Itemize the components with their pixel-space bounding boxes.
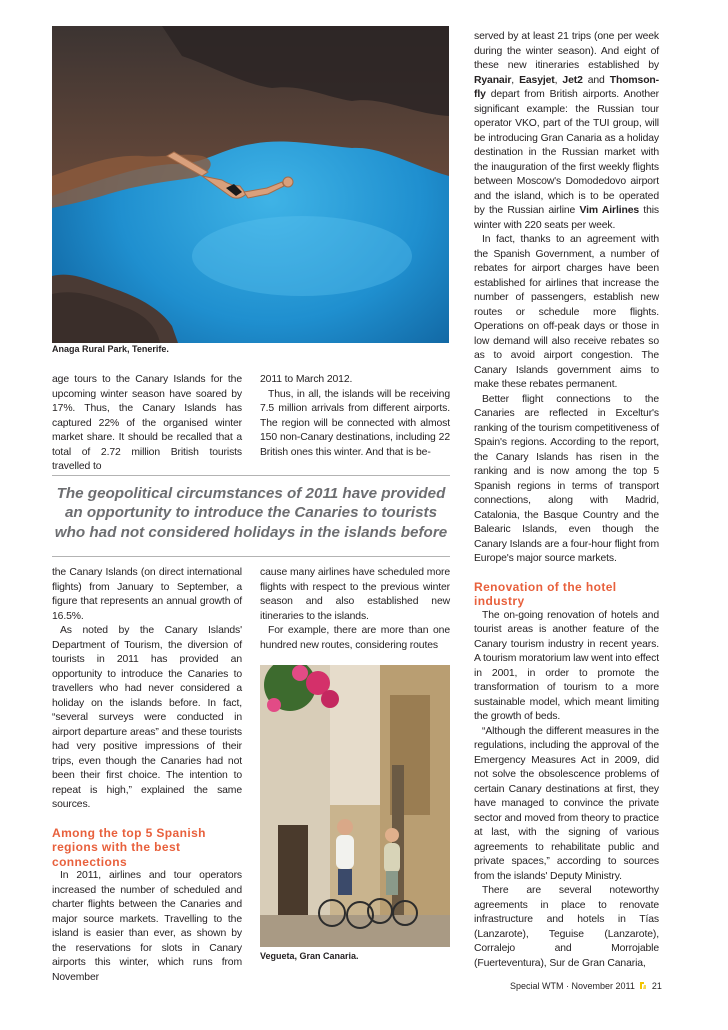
body-paragraph: For example, there are more than one hundred new routes, considering routes: [260, 625, 450, 651]
body-paragraph: “Although the different measures in the regulations, including the approval of the Emergency Measures Act in 2009, did not solve the obsolescence problems of certain Canary destinations at first, they have managed to convince the private sector and moved from theory to practice at last, with the signing of various agreements to rehabilitate public and private spaces,” according to sources from the islands' Deputy Ministry.: [474, 725, 659, 882]
pullquote-line: The geopolitical circumstances of 2011 have provided: [56, 485, 446, 502]
column-b-top: [260, 373, 450, 460]
diver-photo: [52, 26, 449, 343]
pullquote: [52, 484, 450, 542]
airline-name: Vim Airlines: [579, 205, 640, 216]
airline-name: Thomson-fly: [474, 74, 659, 100]
airline-name: Easyjet: [519, 74, 555, 86]
vegueta-photo-illustration: [260, 665, 450, 947]
body-paragraph: Thus, in all, the islands will be receiving 7.5 million arrivals from different airports. The region will be connected with almost 150 non-Canary destinations, including 22 British ones this winter. And that is be-: [260, 388, 450, 458]
publication-logo-mark-icon: [639, 981, 647, 990]
body-paragraph: In fact, thanks to an agreement with the Spanish Government, a number of rebates for airport charges have been established for airlines that increase the number of passengers, establish new routes or schedule more flights. Operations on off-peak days or those in low demand will also receive rebates so as to avoid airport congestion. The Canary Islands government aims to make these rebates permanent.: [474, 234, 659, 390]
photo-caption-top: Anaga Rural Park, Tenerife.: [52, 344, 169, 354]
pullquote-line: who had not considered holidays in the islands before: [54, 523, 448, 541]
body-paragraph: the Canary Islands (on direct international flights) from January to September, a figure that represents an annual growth of 16.5%.: [52, 567, 242, 622]
text-run: and: [582, 74, 610, 86]
body-paragraph: [474, 30, 659, 233]
pullquote-line: an opportunity to introduce the Canaries to tourists: [64, 504, 438, 522]
pullquote-divider-bottom: [52, 556, 450, 557]
body-paragraph: cause many airlines have scheduled more flights with respect to the previous winter season and also established new itineraries to the islands.: [260, 567, 450, 622]
body-paragraph: 2011 to March 2012.: [260, 374, 353, 385]
column-b-bottom: [260, 566, 450, 653]
photo-caption-bottom: Vegueta, Gran Canaria.: [260, 951, 359, 961]
column-c: [474, 30, 659, 971]
page-footer: [510, 981, 662, 991]
body-paragraph: The on-going renovation of hotels and tourist areas is another feature of the Canary tourism industry in recent years. A tourism moratorium law went into effect in 2001, in order to promote the transformation of tourism to a more sustainable model, which meant limiting the growth of beds.: [474, 609, 659, 722]
airline-name: Jet2: [562, 74, 583, 86]
pullquote-divider-top: [52, 475, 450, 476]
section-heading: Renovation of the hotel industry: [474, 579, 617, 608]
airline-name: Ryanair: [474, 74, 512, 86]
body-paragraph: There are several noteworthy agreements in place to renovate infrastructure and hotels in Tías (Lanzarote), Teguise (Lanzarote), Corralejo and Morrojable (Fuerteventura), Sur de Gran Canaria,: [474, 885, 659, 969]
section-heading: Among the top 5 Spanish regions with the best connections: [52, 825, 206, 869]
text-run: depart from British airports. Another significant example: the Russian tour operator VKO, part of the TUI group, will be introducing Gran Canaria as a holiday destination in the Russian market with the inauguration of the first weekly flights between Moscow's Domodedovo airport and the island, which is to be operated by the Russian airline: [474, 89, 659, 216]
text-run: ,: [511, 74, 520, 86]
body-paragraph: As noted by the Canary Islands' Department of Tourism, the diversion of tourists in 2011 has provided an opportunity to introduce the Canaries to travellers who had never considered a holiday on the islands before. In fact, “several surveys were conducted in airport departure areas” and these tourists had very positive impressions of their trips, even though the Canaries had not been their first choice. The intention to repeat is high,” explained the same sources.: [52, 625, 242, 810]
text-run: served by at least 21 trips (one per week during the winter season). And eight of these new itineraries established by: [474, 31, 659, 71]
column-a-bottom: [52, 566, 242, 985]
page-number: 21: [651, 981, 662, 991]
diver-photo-illustration: [52, 26, 449, 343]
text-run: ,: [554, 74, 563, 86]
column-a-top: [52, 373, 242, 475]
publication-name: Special WTM · November 2011: [510, 981, 635, 991]
body-paragraph: Better flight connections to the Canaries are reflected in Exceltur's ranking of the tourism competitiveness of Spain's regions. According to the report, the Canary Islands has risen in the ranking and is now among the top 5 Spanish regions in terms of transport connections, along with Madrid, Catalonia, the Basque Country and the Balearic Islands, even though the Canary Islands are a four-hour flight from Europe's major source markets.: [474, 393, 659, 564]
vegueta-photo: [260, 665, 450, 947]
body-paragraph: age tours to the Canary Islands for the upcoming winter season have soared by 17%. Thus, the Canary Islands has captured 22% of the organised winter market share. It should be recalled that a total of 2.72 million British tourists travelled to: [52, 374, 242, 472]
text-run: this winter with 220 seats per week.: [474, 205, 659, 231]
body-paragraph: In 2011, airlines and tour operators increased the number of scheduled and charter flights between the Canaries and major source markets. Travelling to the island is easier than ever, as shown by the reservations for slots in Canary airports this winter, which runs from November: [52, 870, 242, 983]
